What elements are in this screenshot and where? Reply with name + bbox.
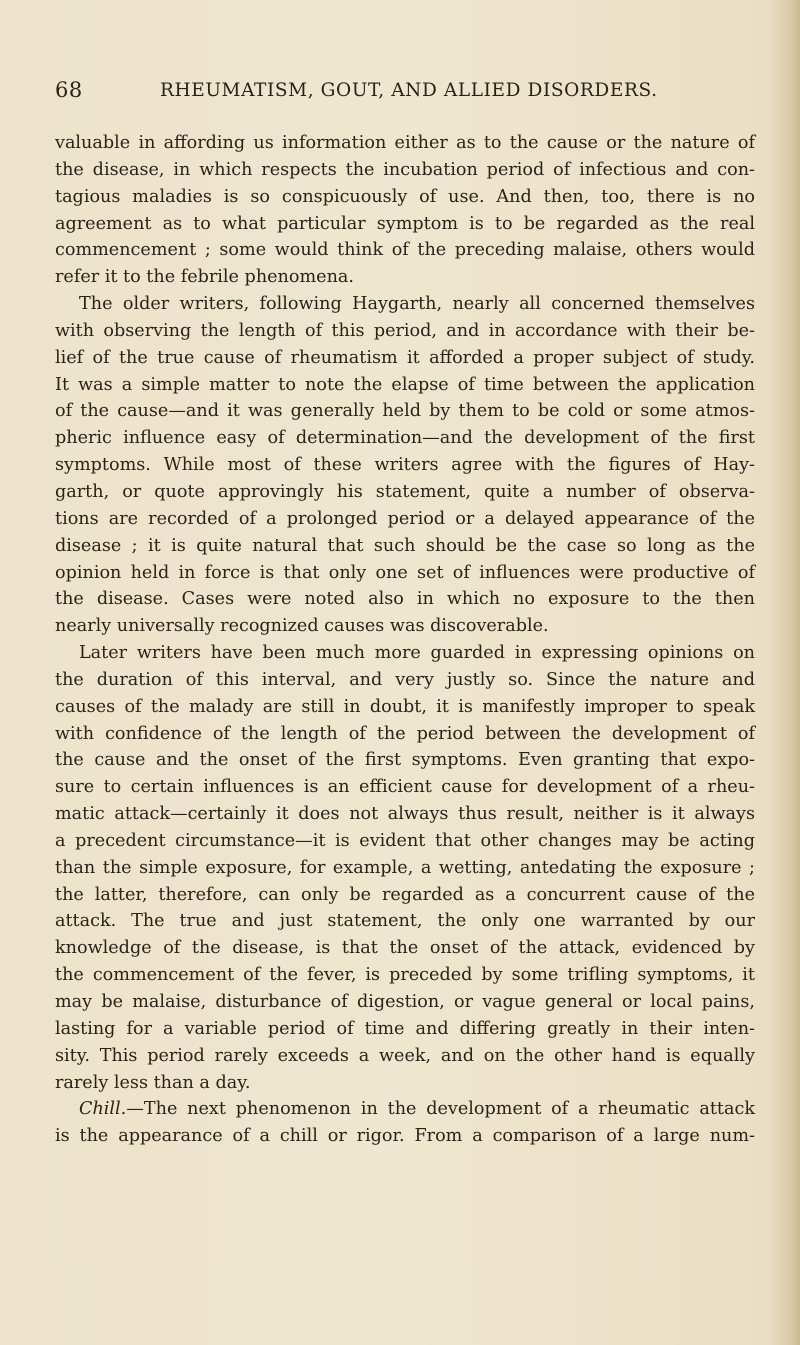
text-line: disease ; it is quite natural that such should be the case so long as the xyxy=(55,535,755,556)
text-line: opinion held in force is that only one set of influences were productive of xyxy=(55,562,755,583)
text-line: The older writers, following Haygarth, nearly all concerned themselves xyxy=(79,294,755,315)
text-line: refer it to the febrile phenomena. xyxy=(55,267,354,288)
text-line: a precedent circumstance—it is evident that other changes may be acting xyxy=(55,830,755,851)
text-line: may be malaise, disturbance of digestion, or vague general or local pains, xyxy=(55,992,755,1012)
text-line: garth, or quote approvingly his statement, quite a number of observa- xyxy=(55,481,755,502)
text-line xyxy=(55,1096,755,1123)
text-line: with confidence of the length of the period between the development of xyxy=(55,723,755,744)
text-line: It was a simple matter to note the elapse of time between the application xyxy=(55,374,755,395)
text-line: the cause and the onset of the first symptoms. Even granting that expo- xyxy=(55,750,755,771)
text-line: symptoms. While most of these writers agree with the figures of Hay- xyxy=(55,455,755,476)
text-run: —The next phenomenon in the development of a rheumatic attack xyxy=(126,1099,755,1120)
body-text xyxy=(55,130,755,1150)
text-line: valuable in affording us information either as to the cause or the nature of xyxy=(55,133,755,153)
text-line: commencement ; some would think of the preceding malaise, others would xyxy=(55,240,755,261)
text-line: with observing the length of this period, and in accordance with their be- xyxy=(55,320,755,341)
running-title: RHEUMATISM, GOUT, AND ALLIED DISORDERS. xyxy=(160,80,658,101)
text-line: the commencement of the fever, is preceded by some trifling symptoms, it xyxy=(55,965,755,986)
text-line: Later writers have been much more guarded in expressing opinions on xyxy=(79,643,755,664)
paragraph-chill xyxy=(55,1096,755,1150)
text-line: sity. This period rarely exceeds a week, and on the other hand is equally xyxy=(55,1045,755,1066)
text-line: the duration of this interval, and very justly so. Since the nature and xyxy=(55,669,755,690)
text-line: nearly universally recognized causes was discoverable. xyxy=(55,616,549,637)
text-line: sure to certain influences is an efficient cause for development of a rheu- xyxy=(55,777,755,798)
text-line: is the appearance of a chill or rigor. From a comparison of a large num- xyxy=(55,1126,755,1147)
text-line: the latter, therefore, can only be regarded as a concurrent cause of the xyxy=(55,884,755,905)
text-line: the disease, in which respects the incubation period of infectious and con- xyxy=(55,159,755,180)
text-line: lief of the true cause of rheumatism it afforded a proper subject of study. xyxy=(55,347,755,368)
page-number: 68 xyxy=(55,78,83,102)
text-line: matic attack—certainly it does not always thus result, neither is it always xyxy=(55,804,755,825)
text-line: tagious maladies is so conspicuously of use. And then, too, there is no xyxy=(55,186,755,207)
text-line: attack. The true and just statement, the only one warranted by our xyxy=(55,911,755,932)
paragraph-older-writers xyxy=(55,291,755,640)
text-line: knowledge of the disease, is that the onset of the attack, evidenced by xyxy=(55,938,755,959)
text-line: of the cause—and it was generally held by them to be cold or some atmos- xyxy=(55,401,755,422)
paragraph-incubation-intro xyxy=(55,130,755,291)
section-lead-chill: Chill. xyxy=(79,1099,127,1120)
text-line: lasting for a variable period of time and differing greatly in their inten- xyxy=(55,1018,755,1039)
text-line: agreement as to what particular symptom is to be regarded as the real xyxy=(55,213,755,234)
text-line: the disease. Cases were noted also in which no exposure to the then xyxy=(55,589,755,610)
text-line: tions are recorded of a prolonged period or a delayed appearance of the xyxy=(55,508,755,529)
text-line: rarely less than a day. xyxy=(55,1072,251,1093)
text-line: causes of the malady are still in doubt, it is manifestly improper to speak xyxy=(55,696,755,717)
text-line: than the simple exposure, for example, a wetting, antedating the exposure ; xyxy=(55,857,755,878)
text-line: pheric influence easy of determination—and the development of the first xyxy=(55,428,755,449)
paragraph-later-writers xyxy=(55,640,755,1096)
